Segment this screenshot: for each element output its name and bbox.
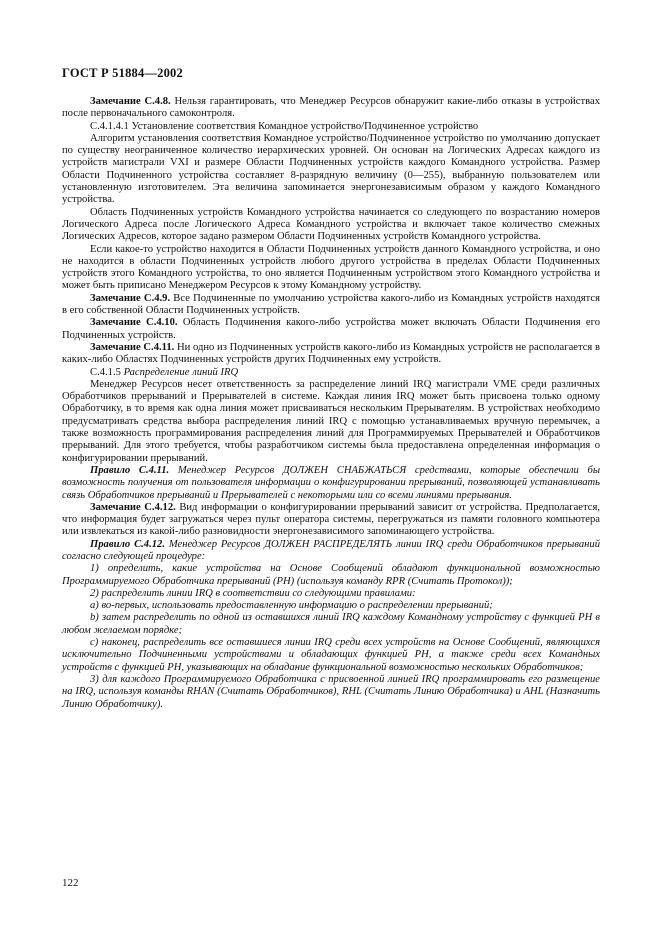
procedure-step: 2) распределить линии IRQ в соответствии со следующими правилами:: [90, 587, 416, 599]
note-c-4-10: [62, 317, 600, 342]
note-label: Замечание С.4.11.: [90, 341, 175, 353]
paragraph: Область Подчиненных устройств Командного устройства начинается со следующего по возрастанию номеров Логического Адреса после Логического Адреса Командного устройства и включает такое количество смежных Логических Адресов, которое задано размером Области Подчиненных устройств Командного устройства.: [62, 206, 600, 243]
note-label: Замечание С.4.12.: [90, 501, 176, 513]
rule-c-4-12: [62, 539, 600, 564]
note-text: Область Подчинения какого-либо устройства может включать Области Подчинения его Подчиненных устройств.: [62, 317, 600, 341]
note-c-4-12: [62, 502, 600, 539]
note-c-4-8: [62, 96, 600, 121]
rule-label: Правило С.4.11.: [90, 464, 170, 476]
note-c-4-9: [62, 293, 600, 318]
procedure-substep: с) наконец, распределить все оставшиеся линии IRQ среди всех устройств на Основе Сообщений, являющихся исключительно Подчиненными устройствами и обладающих функцией PH, а также среди всех Командных устройств с функцией PH, указывающих на обладание функциональной возможностью нескольких Обработчиков;: [62, 637, 600, 673]
paragraph: Если какое-то устройство находится в Области Подчиненных устройств данного Командного устройства, и оно не находится в области Подчиненных устройств любого другого устройства в пределах Области Подчиненных устройств этого Командного устройства, то оно является Подчиненным устройством этого Командного устройства и может быть приписано Менеджером Ресурсов к этому Командному устройству.: [62, 243, 600, 292]
document-header: ГОСТ Р 51884—2002: [62, 66, 183, 80]
note-text: Все Подчиненные по умолчанию устройства какого-либо из Командных устройств находятся в его собственной Области Подчиненных устройств.: [62, 292, 600, 317]
section-heading-c-4-1-5: [62, 367, 600, 379]
page-body: [62, 96, 600, 711]
rule-text: Менеджер Ресурсов ДОЛЖЕН СНАБЖАТЬСЯ средствами, которые обеспечили бы возможность получения от пользователя информации о конфигурировании прерываний, позволяющей устанавливать связь Обработчиков прерываний и Прерывателей с некоторыми или со всеми линиями прерывания.: [62, 464, 600, 501]
note-text: Вид информации о конфигурировании прерываний зависит от устройства. Предполагается, что информация будет загружаться через пульт оператора системы, перегружаться из памяти головного компьютера или извлекаться из какой-либо разновидности энергонезависимого запоминающего устройства.: [62, 501, 600, 538]
note-c-4-11: [62, 342, 600, 367]
rule-text: Менеджер Ресурсов ДОЛЖЕН РАСПРЕДЕЛЯТЬ линии IRQ среди Обработчиков прерываний согласно следующей процедуре:: [62, 538, 600, 562]
procedure-step: 1) определить, какие устройства на Основе Сообщений обладают функциональной возможностью Программируемого Обработчика прерываний (PH) (используя команду RPR (Считать Протокол));: [62, 563, 600, 587]
note-text: Нельзя гарантировать, что Менеджер Ресурсов обнаружит какие-либо отказы в устройствах после первоначального самоконтроля.: [62, 96, 601, 120]
procedure-substep: b) затем распределить по одной из оставшихся линий IRQ каждому Командному устройству с функцией PH в любом желаемом порядке;: [62, 612, 600, 636]
section-heading-c-4-1-4-1: С.4.1.4.1 Установление соответствия Командное устройство/Подчиненное устройство: [90, 120, 479, 132]
paragraph: Менеджер Ресурсов несет ответственность за распределение линий IRQ магистрали VME среди различных Обработчиков прерываний и Прерывателей в системе. Каждая линия IRQ может быть присвоена только одному Обработчику, в то время как одна линия может присваиваться нескольким Прерывателям. В устройствах необходимо предусматривать средства выбора распределения линий IRQ с помощью устанавливаемых вручную перемычек, а также возможность программирования распределения линий для Программируемых Прерывателей и Обработчиков прерываний. Для этого требуется, чтобы разработчиком системы была предоставлена определенная информация о конфигурировании прерываний.: [62, 378, 600, 464]
procedure-step: 3) для каждого Программируемого Обработчика с присвоенной линией IRQ программировать его размещение на IRQ, используя команды RHAN (Считать Обработчиков), RHL (Считать Линию Обработчика) и AHL (Назначить Линию Обработчику).: [62, 673, 600, 710]
note-label: Замечание С.4.9.: [90, 292, 171, 304]
section-title: Распределение линий IRQ: [123, 366, 239, 378]
section-number: С.4.1.5: [90, 366, 124, 378]
rule-c-4-11: [62, 465, 600, 502]
note-text: Ни одно из Подчиненных устройств какого-либо из Командных устройств не располагается в каких-либо Областях Подчиненных устройств других Подчиненных ему устройств.: [62, 341, 600, 366]
rule-label: Правило С.4.12.: [90, 538, 165, 550]
page-number: 122: [62, 877, 79, 889]
note-label: Замечание С.4.8.: [90, 96, 171, 107]
procedure-substep: а) во-первых, использовать предоставленную информацию о распределении прерываний;: [90, 600, 493, 612]
note-label: Замечание С.4.10.: [90, 317, 178, 329]
paragraph: Алгоритм установления соответствия Командное устройство/Подчиненное устройство по умолчанию допускает по существу неограниченное количество иерархических уровней. Он основан на Логических Адресах каждого из устройств магистрали VXI и размере Области Подчиненных устройств каждого Командного устройства. Размер Области Подчиненного устройства составляет 8-разрядную величину (0—255), выбранную пользователем или установленную изготовителем. Эта величина запоминается энергонезависимым образом у каждого Командного устройства.: [62, 132, 600, 206]
